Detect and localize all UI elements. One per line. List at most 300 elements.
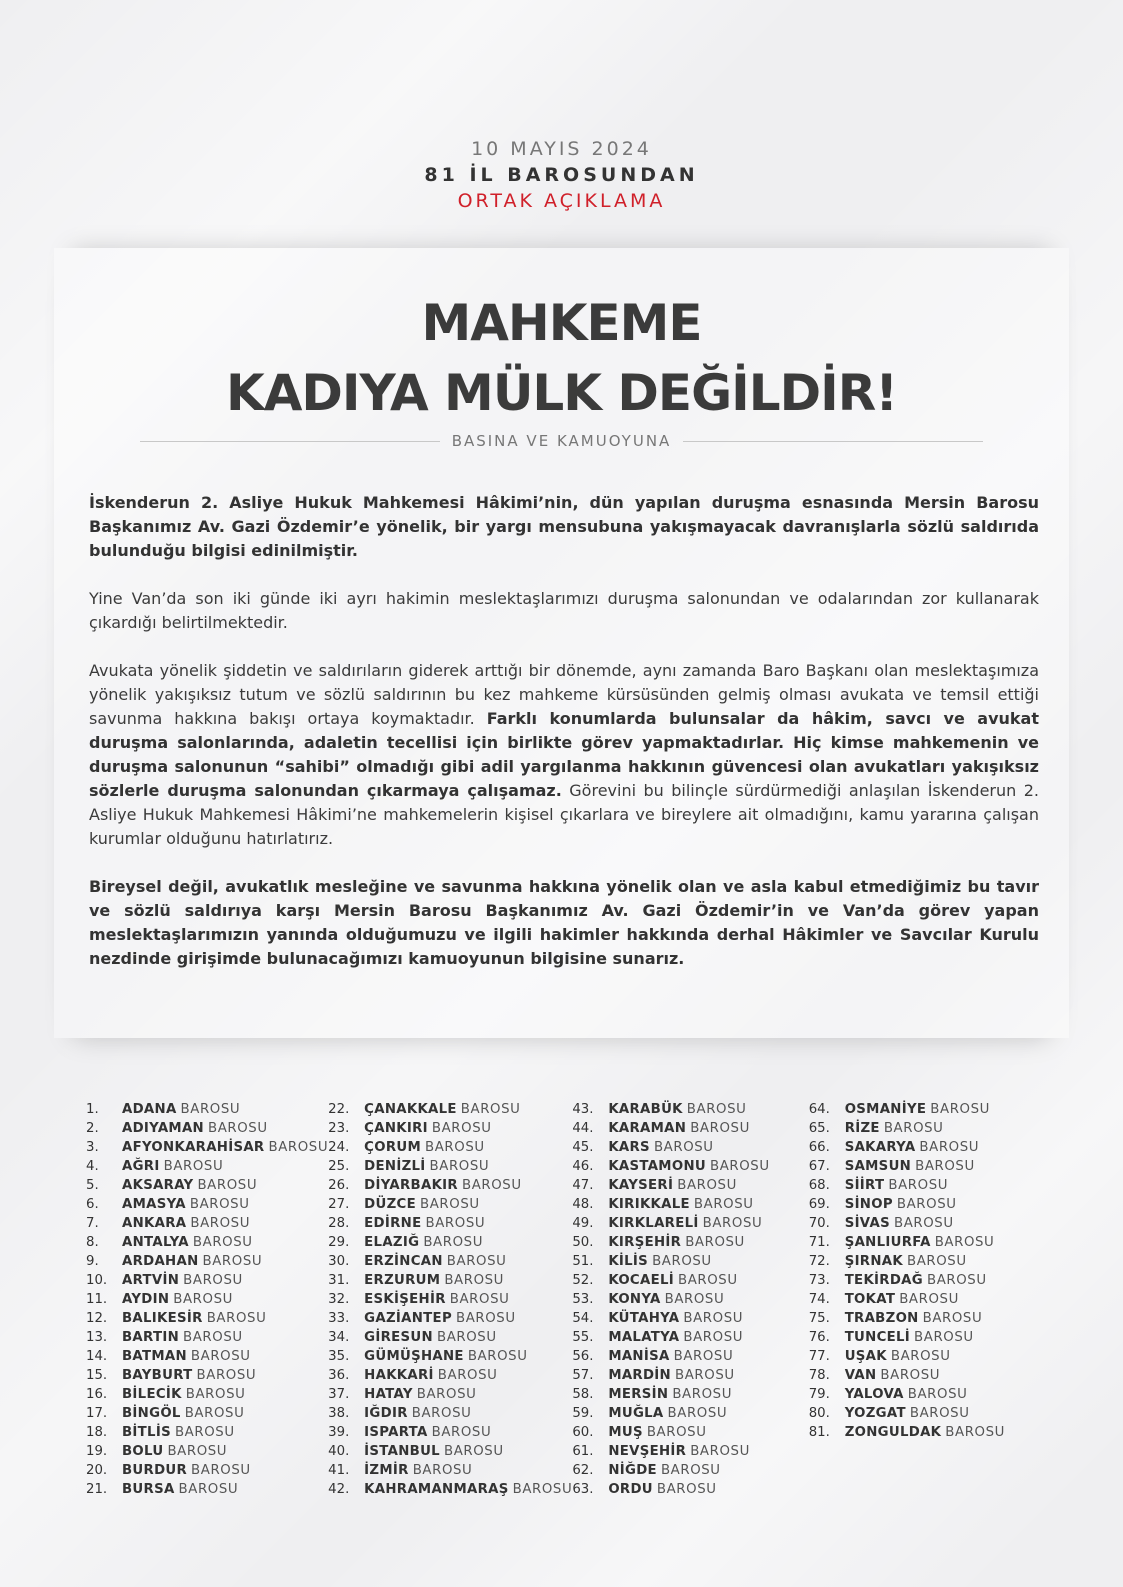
baro-list-item [328, 1461, 572, 1480]
baro-name: KIRKLARELİ [608, 1216, 699, 1231]
baro-name: MUĞLA [608, 1406, 664, 1421]
baro-list-item [809, 1271, 1046, 1290]
baro-name: KAYSERİ [608, 1178, 674, 1193]
baro-suffix: BAROSU [673, 1349, 734, 1364]
baro-list-item [809, 1233, 1046, 1252]
paragraph-1-bold: İskenderun 2. Asliye Hukuk Mahkemesi Hâkimi’nin, dün yapılan duruşma esnasında Mersin Barosu Başkanımız Av. Gazi Özdemir’e yönelik, bir yargı mensubuna yakışmayacak davranışlarla sözlü saldırıda bulunduğu bilgisi edinilmiştir. [89, 493, 1039, 560]
baro-name: DENİZLİ [364, 1159, 426, 1174]
baro-suffix: BAROSU [893, 1216, 954, 1231]
baro-number: 77. [808, 1349, 830, 1364]
baro-number: 68. [808, 1178, 830, 1193]
baro-number: 10. [86, 1273, 108, 1288]
baro-number: 34. [328, 1330, 350, 1345]
subheading [0, 432, 1123, 450]
baro-name: AFYONKARAHİSAR [122, 1140, 265, 1155]
baro-list-item [86, 1271, 328, 1290]
baro-name: BİNGÖL [122, 1406, 181, 1421]
baro-list-item [328, 1290, 572, 1309]
baro-name: IĞDIR [364, 1406, 408, 1421]
baro-list-column-2 [328, 1100, 572, 1499]
baro-name: SİNOP [844, 1197, 893, 1212]
baro-suffix: BAROSU [690, 1444, 750, 1459]
baro-number: 45. [572, 1140, 594, 1155]
baro-name: AMASYA [122, 1197, 186, 1212]
baro-list-item [86, 1214, 328, 1233]
baro-number: 55. [572, 1330, 594, 1345]
baro-list-item [572, 1138, 808, 1157]
baro-suffix: BAROSU [431, 1121, 492, 1136]
baro-number: 20. [86, 1463, 108, 1478]
baro-list-item [572, 1252, 808, 1271]
baro-list-item [809, 1214, 1046, 1233]
baro-suffix: BAROSU [930, 1102, 990, 1117]
baro-name: BİTLİS [122, 1425, 171, 1440]
baro-number: 24. [328, 1140, 350, 1155]
baro-list-item [809, 1100, 1046, 1119]
baro-list-item [86, 1442, 328, 1461]
baro-name: NEVŞEHİR [608, 1444, 687, 1459]
baro-number: 47. [572, 1178, 594, 1193]
baro-name: HAKKARİ [364, 1368, 434, 1383]
baro-name: TRABZON [844, 1311, 919, 1326]
baro-name: ISPARTA [364, 1425, 428, 1440]
baro-name: ELAZIĞ [364, 1235, 420, 1250]
baro-list-item [572, 1404, 808, 1423]
baro-name: KİLİS [608, 1254, 649, 1269]
paragraph-2: Yine Van’da son iki günde iki ayrı hakimin meslektaşlarımızı duruşma salonundan ve odalarından zor kullanarak çıkardığı belirtilmektedir. [89, 589, 1039, 632]
baro-number: 58. [572, 1387, 594, 1402]
baro-list-item [572, 1385, 808, 1404]
baro-number: 64. [808, 1102, 830, 1117]
statement-type-line: ORTAK AÇIKLAMA [457, 190, 666, 212]
baro-list-item [328, 1480, 572, 1499]
baro-name: RİZE [844, 1121, 880, 1136]
baro-suffix: BAROSU [183, 1330, 243, 1345]
baro-number: 41. [328, 1463, 350, 1478]
baro-suffix: BAROSU [183, 1273, 243, 1288]
baro-list-item [328, 1119, 572, 1138]
baro-suffix: BAROSU [652, 1254, 712, 1269]
baro-name: DÜZCE [364, 1197, 416, 1212]
baro-list-item [328, 1138, 572, 1157]
baro-suffix: BAROSU [196, 1368, 257, 1383]
baro-suffix: BAROSU [268, 1140, 329, 1155]
baro-suffix: BAROSU [449, 1292, 510, 1307]
baro-number: 14. [86, 1349, 108, 1364]
baro-suffix: BAROSU [660, 1463, 721, 1478]
paragraph-4 [89, 875, 1039, 971]
baro-number: 37. [328, 1387, 350, 1402]
baro-number: 16. [86, 1387, 108, 1402]
baro-name: EDİRNE [364, 1216, 422, 1231]
baro-suffix: BAROSU [191, 1463, 251, 1478]
baro-name: GÜMÜŞHANE [364, 1349, 464, 1364]
baro-list-item [572, 1347, 808, 1366]
baro-name: MERSİN [608, 1387, 669, 1402]
baro-name: SAMSUN [844, 1159, 912, 1174]
baro-number: 42. [328, 1482, 350, 1497]
baro-name: İSTANBUL [364, 1444, 440, 1459]
baro-number: 9. [86, 1254, 99, 1269]
baro-name: ERZURUM [364, 1273, 441, 1288]
baro-name: ANTALYA [122, 1235, 189, 1250]
baro-name: ÇANAKKALE [364, 1102, 457, 1117]
baro-list-item [572, 1100, 808, 1119]
baro-number: 13. [86, 1330, 108, 1345]
baro-suffix: BAROSU [683, 1330, 744, 1345]
baro-number: 2. [86, 1121, 99, 1136]
baro-name: MUŞ [608, 1425, 643, 1440]
baro-suffix: BAROSU [656, 1482, 717, 1497]
baro-suffix: BAROSU [431, 1425, 492, 1440]
baro-suffix: BAROSU [686, 1102, 747, 1117]
baro-number: 57. [572, 1368, 594, 1383]
baro-number: 25. [328, 1159, 350, 1174]
baro-suffix: BAROSU [436, 1330, 497, 1345]
baro-list-column-1 [86, 1100, 328, 1499]
baro-name: KIRIKKALE [608, 1197, 690, 1212]
baro-number: 71. [808, 1235, 830, 1250]
baro-number: 54. [572, 1311, 594, 1326]
baro-suffix: BAROSU [683, 1311, 744, 1326]
baro-suffix: BAROSU [192, 1235, 253, 1250]
baro-name: MARDİN [608, 1368, 671, 1383]
baro-name: ARDAHAN [122, 1254, 199, 1269]
baro-list-item [809, 1195, 1046, 1214]
baro-list-item [86, 1385, 328, 1404]
baro-number: 40. [328, 1444, 350, 1459]
baro-name: VAN [844, 1368, 877, 1383]
baro-list-item [86, 1100, 328, 1119]
baro-suffix: BAROSU [425, 1216, 486, 1231]
baro-list-item [572, 1461, 808, 1480]
baro-list-item [809, 1157, 1046, 1176]
baro-suffix: BAROSU [909, 1406, 970, 1421]
baro-list-item [328, 1157, 572, 1176]
baro-name: KONYA [608, 1292, 661, 1307]
baro-suffix: BAROSU [664, 1292, 725, 1307]
baro-number: 65. [808, 1121, 830, 1136]
baro-suffix: BAROSU [467, 1349, 528, 1364]
baro-list-item [328, 1385, 572, 1404]
baro-list-item [572, 1214, 808, 1233]
baro-list-item [809, 1328, 1046, 1347]
baro-suffix: BAROSU [446, 1254, 507, 1269]
header [0, 138, 1123, 212]
baro-list-item [86, 1176, 328, 1195]
baro-number: 36. [328, 1368, 350, 1383]
baro-suffix: BAROSU [690, 1121, 750, 1136]
baro-suffix: BAROSU [915, 1159, 975, 1174]
baro-list-item [809, 1138, 1046, 1157]
baro-number: 62. [572, 1463, 594, 1478]
baro-list-item [328, 1195, 572, 1214]
baro-number: 30. [328, 1254, 350, 1269]
baro-list-item [809, 1385, 1046, 1404]
baro-list-item [86, 1119, 328, 1138]
baro-number: 32. [328, 1292, 350, 1307]
baro-suffix: BAROSU [202, 1254, 263, 1269]
baro-suffix: BAROSU [880, 1368, 941, 1383]
title-line-2: KADIYA MÜLK DEĞİLDİR! [225, 364, 898, 422]
subheading-rule-left [140, 441, 440, 442]
baro-name: GİRESUN [364, 1330, 433, 1345]
baro-name: KARS [608, 1140, 650, 1155]
baro-number: 33. [328, 1311, 350, 1326]
baro-number: 69. [808, 1197, 830, 1212]
baro-name: TEKİRDAĞ [844, 1273, 923, 1288]
baro-name: SİİRT [844, 1178, 885, 1193]
baro-list-item [328, 1309, 572, 1328]
baro-name: BATMAN [122, 1349, 187, 1364]
baro-number: 27. [328, 1197, 350, 1212]
baro-suffix: BAROSU [934, 1235, 995, 1250]
baro-suffix: BAROSU [899, 1292, 959, 1307]
baro-list-column-3 [572, 1100, 808, 1499]
baro-number: 59. [572, 1406, 594, 1421]
baro-name: TUNCELİ [844, 1330, 911, 1345]
baro-name: DİYARBAKIR [364, 1178, 458, 1193]
baro-suffix: BAROSU [420, 1197, 480, 1212]
baro-name: BALIKESİR [122, 1311, 203, 1326]
baro-suffix: BAROSU [693, 1197, 754, 1212]
baro-number: 21. [86, 1482, 108, 1497]
baro-suffix: BAROSU [416, 1387, 477, 1402]
baro-list-item [572, 1233, 808, 1252]
issuer-line: 81 İL BAROSUNDAN [424, 164, 699, 186]
paragraph-3-part-b: Farklı konumlarda bulunsalar da hâkim, savcı ve avukat duruşma salonlarında, adaletin tecellisi için birlikte görev yapmaktadırlar. Hiç kimse mahkemenin ve duruşma salonunun “sahibi” olmadığı gibi adil yargılanma hakkının güvencesi olan avukatları yakışıksız sözlerle duruşma salonundan çıkarmaya çalışamaz. [89, 709, 1039, 800]
baro-list-item [572, 1366, 808, 1385]
baro-list-item [809, 1347, 1046, 1366]
baro-number: 63. [572, 1482, 594, 1497]
baro-number: 38. [328, 1406, 350, 1421]
baro-name: ORDU [608, 1482, 653, 1497]
baro-suffix: BAROSU [888, 1178, 949, 1193]
baro-number: 35. [328, 1349, 350, 1364]
baro-name: ADANA [122, 1102, 177, 1117]
baro-name: MALATYA [608, 1330, 680, 1345]
baro-name: KIRŞEHİR [608, 1235, 682, 1250]
baro-suffix: BAROSU [444, 1273, 505, 1288]
baro-list-item [572, 1328, 808, 1347]
baro-list-item [86, 1366, 328, 1385]
baro-number: 12. [86, 1311, 108, 1326]
baro-name: KOCAELİ [608, 1273, 674, 1288]
baro-suffix: BAROSU [189, 1197, 250, 1212]
baro-number: 26. [328, 1178, 350, 1193]
baro-list-item [86, 1252, 328, 1271]
baro-name: KASTAMONU [608, 1159, 706, 1174]
baro-number: 70. [808, 1216, 830, 1231]
baro-list-item [86, 1347, 328, 1366]
baro-list-item [86, 1328, 328, 1347]
baro-list-item [328, 1404, 572, 1423]
baro-number: 48. [572, 1197, 594, 1212]
baro-list-item [572, 1290, 808, 1309]
baro-suffix: BAROSU [906, 1254, 967, 1269]
baro-name: UŞAK [844, 1349, 887, 1364]
baro-list-item [572, 1157, 808, 1176]
baro-suffix: BAROSU [185, 1387, 246, 1402]
baro-suffix: BAROSU [437, 1368, 498, 1383]
baro-number: 28. [328, 1216, 350, 1231]
baro-number: 75. [808, 1311, 830, 1326]
baro-number: 79. [808, 1387, 830, 1402]
baro-list-item [328, 1214, 572, 1233]
baro-name: ADIYAMAN [122, 1121, 204, 1136]
baro-list-item [86, 1423, 328, 1442]
baro-number: 78. [808, 1368, 830, 1383]
title-line-1: MAHKEME [421, 294, 702, 352]
baro-number: 6. [86, 1197, 99, 1212]
baro-list-item [809, 1252, 1046, 1271]
baro-list-item [86, 1480, 328, 1499]
baro-suffix: BAROSU [425, 1140, 485, 1155]
baro-list-item [328, 1442, 572, 1461]
baro-name: AYDIN [122, 1292, 170, 1307]
baro-list-item [572, 1423, 808, 1442]
baro-suffix: BAROSU [919, 1140, 980, 1155]
baro-suffix: BAROSU [914, 1330, 974, 1345]
baro-list-item [572, 1442, 808, 1461]
baro-number: 18. [86, 1425, 108, 1440]
baro-list-item [328, 1271, 572, 1290]
baro-name: KARAMAN [608, 1121, 687, 1136]
baro-name: AĞRI [122, 1159, 160, 1174]
baro-number: 66. [808, 1140, 830, 1155]
baro-number: 22. [328, 1102, 350, 1117]
baro-suffix: BAROSU [945, 1425, 1005, 1440]
baro-list-item [328, 1328, 572, 1347]
baro-name: BAYBURT [122, 1368, 193, 1383]
baro-name: BARTIN [122, 1330, 180, 1345]
baro-suffix: BAROSU [709, 1159, 770, 1174]
subheading-rule-right [683, 441, 983, 442]
baro-list-item [809, 1119, 1046, 1138]
baro-name: OSMANİYE [844, 1102, 927, 1117]
baro-name: SİVAS [844, 1216, 890, 1231]
baro-number: 67. [808, 1159, 830, 1174]
date-line: 10 MAYIS 2024 [471, 138, 652, 160]
baro-list-item [328, 1100, 572, 1119]
baro-number: 8. [86, 1235, 99, 1250]
baro-name: KÜTAHYA [608, 1311, 680, 1326]
baro-number: 11. [86, 1292, 108, 1307]
baro-list-item [809, 1176, 1046, 1195]
baro-list-item [572, 1119, 808, 1138]
baro-suffix: BAROSU [180, 1102, 241, 1117]
baro-suffix: BAROSU [443, 1444, 504, 1459]
baro-number: 49. [572, 1216, 594, 1231]
baro-number: 74. [808, 1292, 830, 1307]
baro-list-item [809, 1404, 1046, 1423]
statement-body [89, 491, 1039, 995]
baro-suffix: BAROSU [653, 1140, 714, 1155]
baro-name: BURDUR [122, 1463, 188, 1478]
baro-list-item [809, 1366, 1046, 1385]
paragraph-3-part-c: Görevini bu bilinçle sürdürmediği anlaşılan İskenderun 2. Asliye Hukuk Mahkemesi Hâkimi’ne mahkemelerin kişisel çıkarlara ve bireylere ait olmadığını, kamu yararına çalışan kurumlar olduğunu hatırlatırız. [89, 781, 1040, 848]
baro-list-column-4 [809, 1100, 1046, 1499]
baro-name: TOKAT [844, 1292, 896, 1307]
baro-suffix: BAROSU [667, 1406, 728, 1421]
baro-suffix: BAROSU [411, 1406, 472, 1421]
baro-number: 80. [808, 1406, 830, 1421]
baro-suffix: BAROSU [167, 1444, 228, 1459]
baro-suffix: BAROSU [646, 1425, 707, 1440]
baro-list-item [328, 1366, 572, 1385]
baro-number: 53. [572, 1292, 594, 1307]
paragraph-4-bold: Bireysel değil, avukatlık mesleğine ve savunma hakkına yönelik olan ve asla kabul etmediğimiz bu tavır ve sözlü saldırıya karşı Mersin Barosu Başkanımız Av. Gazi Özdemir’in ve Van’da görev yapan meslektaşlarımızın yanında olduğumuzu ve ilgili hakimler hakkında derhal Hâkimler ve Savcılar Kurulu nezdinde girişimde bulunacağımızı kamuoyunun bilgisine sunarız. [89, 877, 1039, 968]
baro-list-item [328, 1347, 572, 1366]
baro-suffix: BAROSU [207, 1121, 268, 1136]
baro-name: ŞANLIURFA [844, 1235, 931, 1250]
baro-list-item [86, 1195, 328, 1214]
baro-number: 31. [328, 1273, 350, 1288]
baro-number: 5. [86, 1178, 99, 1193]
baro-name: YALOVA [844, 1387, 904, 1402]
baro-list-item [572, 1195, 808, 1214]
baro-list-item [572, 1176, 808, 1195]
baro-number: 60. [572, 1425, 594, 1440]
baro-name: ŞIRNAK [844, 1254, 903, 1269]
baro-list-item [328, 1176, 572, 1195]
baro-suffix: BAROSU [206, 1311, 267, 1326]
baro-suffix: BAROSU [685, 1235, 745, 1250]
baro-number: 76. [808, 1330, 830, 1345]
baro-name: BOLU [122, 1444, 164, 1459]
baro-number: 23. [328, 1121, 350, 1136]
baro-number: 61. [572, 1444, 594, 1459]
baro-list-item [328, 1233, 572, 1252]
baro-number: 43. [572, 1102, 594, 1117]
baro-name: ESKİŞEHİR [364, 1292, 446, 1307]
baro-list-item [86, 1233, 328, 1252]
baro-suffix: BAROSU [883, 1121, 944, 1136]
baro-number: 56. [572, 1349, 594, 1364]
baro-name: YOZGAT [844, 1406, 906, 1421]
baro-suffix: BAROSU [512, 1482, 573, 1497]
baro-name: İZMİR [364, 1463, 409, 1478]
baro-number: 50. [572, 1235, 594, 1250]
baro-list-item [572, 1480, 808, 1499]
baro-number: 1. [86, 1102, 99, 1117]
baro-suffix: BAROSU [460, 1102, 521, 1117]
baro-number: 39. [328, 1425, 350, 1440]
baro-name: GAZİANTEP [364, 1311, 452, 1326]
baro-list-item [572, 1271, 808, 1290]
baro-number: 51. [572, 1254, 594, 1269]
baro-list-item [86, 1404, 328, 1423]
paragraph-3-part-a: Avukata yönelik şiddetin ve saldırıların giderek arttığı bir dönemde, aynı zamanda Baro Başkanı olan meslektaşımıza yönelik yakışıksız tutum ve sözlü saldırının bu kez mahkeme kürsüsünden gelmiş olması avukata ve temsil ettiği savunma hakkına bakışı ortaya koymaktadır. [89, 661, 1039, 728]
baro-number: 81. [808, 1425, 830, 1440]
baro-list-item [809, 1290, 1046, 1309]
baro-suffix: BAROSU [173, 1292, 233, 1307]
baro-number: 3. [86, 1140, 99, 1155]
baro-suffix: BAROSU [190, 1349, 251, 1364]
baro-suffix: BAROSU [702, 1216, 763, 1231]
baro-suffix: BAROSU [163, 1159, 224, 1174]
baro-list-item [809, 1423, 1046, 1442]
baro-list-item [572, 1309, 808, 1328]
baro-name: BİLECİK [122, 1387, 182, 1402]
baro-suffix: BAROSU [890, 1349, 951, 1364]
baro-suffix: BAROSU [896, 1197, 957, 1212]
baro-number: 7. [86, 1216, 99, 1231]
baro-name: ÇANKIRI [364, 1121, 428, 1136]
baro-name: KARABÜK [608, 1102, 683, 1117]
baro-name: MANİSA [608, 1349, 670, 1364]
page-title [0, 288, 1123, 428]
